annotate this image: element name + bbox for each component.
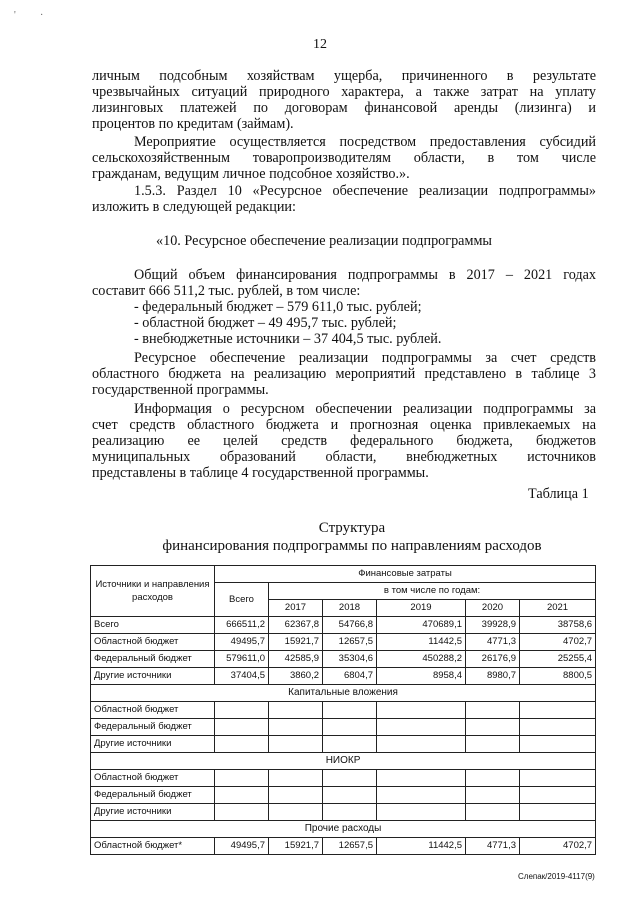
row-label: Другие источники [91, 668, 215, 685]
scan-mark: · [40, 10, 44, 21]
cell-value: 39928,9 [466, 617, 520, 634]
list-item: - федеральный бюджет – 579 611,0 тыс. рублей; [134, 299, 422, 315]
cell-value: 38758,6 [520, 617, 596, 634]
table-row [91, 617, 596, 634]
text-line: представлены в таблице 4 государственной программы. [92, 465, 429, 481]
cell-value: 12657,5 [323, 634, 377, 651]
text-line: лизинговых платежей по договорам финансовой аренды (лизинга) и [92, 100, 596, 116]
row-label: Федеральный бюджет [91, 651, 215, 668]
year-header: 2020 [466, 600, 520, 617]
table-row [91, 668, 596, 685]
table-row [91, 736, 596, 753]
text-line: процентов по кредитам (займам). [92, 116, 294, 132]
text-line: чрезвычайных ситуаций природного характера, а также затрат на уплату [92, 84, 596, 100]
year-header: 2021 [520, 600, 596, 617]
table-row [91, 787, 596, 804]
table-row [91, 838, 596, 855]
row-label: Областной бюджет [91, 634, 215, 651]
list-item: - областной бюджет – 49 495,7 тыс. рублей; [134, 315, 397, 331]
scan-mark: ' [14, 10, 16, 21]
cell-value: 15921,7 [269, 838, 323, 855]
table-row [91, 770, 596, 787]
row-label: Областной бюджет [91, 702, 215, 719]
cell-value: 8980,7 [466, 668, 520, 685]
table-title: Структура [318, 520, 386, 536]
cell-value: 35304,6 [323, 651, 377, 668]
header-sources: Источники и направления расходов [91, 566, 215, 617]
cell-value: 4702,7 [520, 634, 596, 651]
text-line: 1.5.3. Раздел 10 «Ресурсное обеспечение реализации подпрограммы» [134, 183, 596, 199]
cell-value: 450288,2 [377, 651, 466, 668]
cell-value: 54766,8 [323, 617, 377, 634]
row-label: Другие источники [91, 804, 215, 821]
financing-table [90, 565, 596, 855]
year-header: 2018 [323, 600, 377, 617]
section-capital-investments: Капитальные вложения [91, 685, 596, 702]
year-header: 2017 [269, 600, 323, 617]
text-line: областного бюджета на реализацию мероприятий представлено в таблице 3 [92, 366, 596, 382]
table-row [91, 702, 596, 719]
text-line: Ресурсное обеспечение реализации подпрограммы за счет средств [134, 350, 596, 366]
cell-value: 4771,3 [466, 634, 520, 651]
cell-value: 470689,1 [377, 617, 466, 634]
row-label: Федеральный бюджет [91, 787, 215, 804]
document-footer-code: Слепак/2019-4117(9) [518, 872, 595, 881]
cell-value: 579611,0 [215, 651, 269, 668]
header-financial-costs: Финансовые затраты [215, 566, 596, 583]
table-label: Таблица 1 [528, 486, 589, 502]
cell-value: 42585,9 [269, 651, 323, 668]
list-item: - внебюджетные источники – 37 404,5 тыс. рублей. [134, 331, 442, 347]
cell-value: 26176,9 [466, 651, 520, 668]
row-label: Всего [91, 617, 215, 634]
text-line: личным подсобным хозяйствам ущерба, причиненного в результате [92, 68, 596, 84]
row-label: Областной бюджет* [91, 838, 215, 855]
cell-value: 8800,5 [520, 668, 596, 685]
text-line: составит 666 511,2 тыс. рублей, в том числе: [92, 283, 361, 299]
table-row [91, 651, 596, 668]
text-line: изложить в следующей редакции: [92, 199, 296, 215]
cell-value: 4771,3 [466, 838, 520, 855]
table-row [91, 719, 596, 736]
table-row [91, 804, 596, 821]
text-line: Мероприятие осуществляется посредством предоставления субсидий [134, 134, 596, 150]
text-line: государственной программы. [92, 382, 269, 398]
cell-value: 8958,4 [377, 668, 466, 685]
section-other-expenses: Прочие расходы [91, 821, 596, 838]
row-label: Областной бюджет [91, 770, 215, 787]
text-line: гражданам, ведущим личное подсобное хозяйство.». [92, 166, 410, 182]
page-number: 12 [313, 37, 327, 52]
header-total: Всего [215, 583, 269, 617]
cell-value: 4702,7 [520, 838, 596, 855]
row-label: Другие источники [91, 736, 215, 753]
cell-value: 3860,2 [269, 668, 323, 685]
cell-value: 11442,5 [377, 634, 466, 651]
cell-value: 49495,7 [215, 634, 269, 651]
cell-value: 37404,5 [215, 668, 269, 685]
cell-value: 25255,4 [520, 651, 596, 668]
section-heading: «10. Ресурсное обеспечение реализации подпрограммы [156, 233, 492, 249]
row-label: Федеральный бюджет [91, 719, 215, 736]
cell-value: 62367,8 [269, 617, 323, 634]
cell-value: 15921,7 [269, 634, 323, 651]
section-niokr: НИОКР [91, 753, 596, 770]
header-by-years: в том числе по годам: [269, 583, 596, 600]
cell-value: 12657,5 [323, 838, 377, 855]
text-line: Общий объем финансирования подпрограммы в 2017 – 2021 годах [134, 267, 596, 283]
text-line: счет средств областного бюджета и прогнозная оценка привлекаемых на [92, 417, 596, 433]
text-line: реализацию ее целей средств федерального бюджета, бюджетов [92, 433, 596, 449]
cell-value: 666511,2 [215, 617, 269, 634]
table-row [91, 634, 596, 651]
text-line: Информация о ресурсном обеспечении реализации подпрограммы за [134, 401, 596, 417]
text-line: муниципальных образований области, внебюджетных источников [92, 449, 596, 465]
year-header: 2019 [377, 600, 466, 617]
text-line: сельскохозяйственным товаропроизводителям области, в том числе [92, 150, 596, 166]
cell-value: 49495,7 [215, 838, 269, 855]
cell-value: 6804,7 [323, 668, 377, 685]
cell-value: 11442,5 [377, 838, 466, 855]
table-subtitle: финансирования подпрограммы по направлениям расходов [162, 538, 542, 554]
